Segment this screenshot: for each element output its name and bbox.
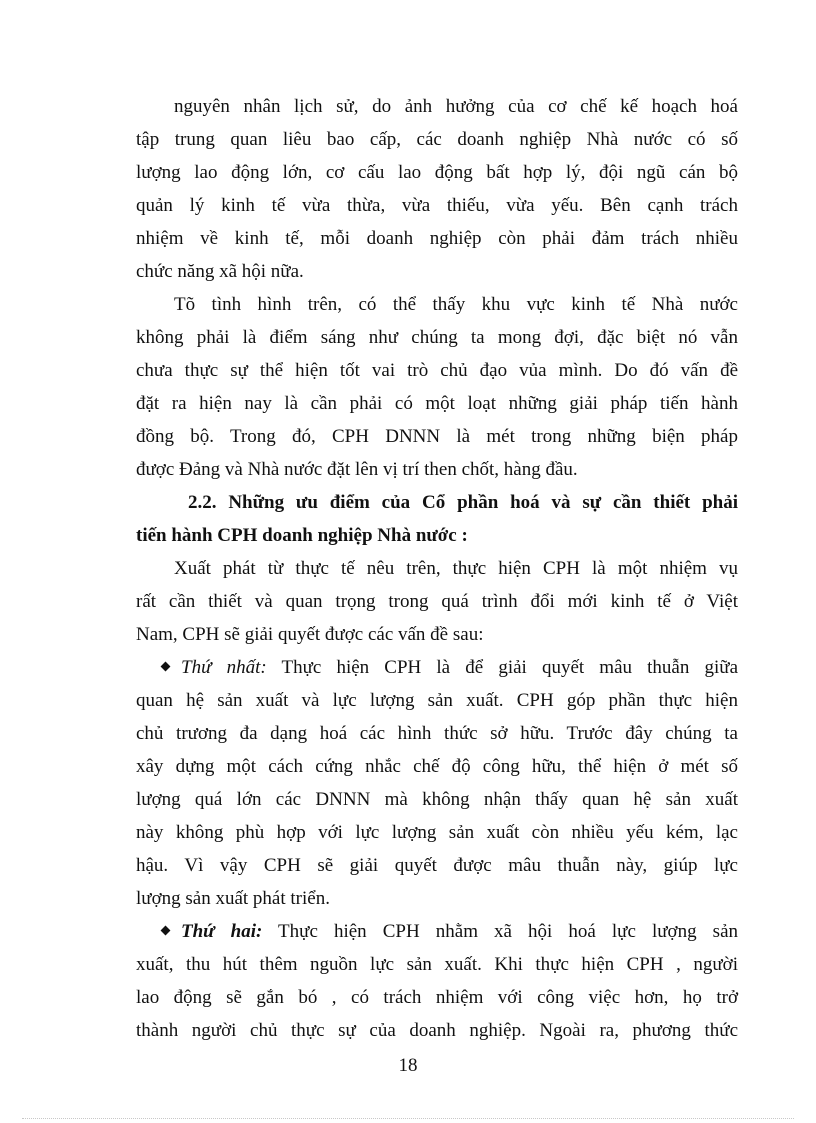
- text-line: này không phù hợp với lực lượng sản xuất còn nhiều yếu kém, lạc: [136, 822, 738, 843]
- text-line: nhiệm về kinh tế, mỗi doanh nghiệp còn phải đảm trách nhiều: [136, 228, 738, 249]
- text-line: đặt ra hiện nay là cần phải có một loạt những giải pháp tiến hành: [136, 393, 738, 414]
- text-line: xuất, thu hút thêm nguồn lực sản xuất. Khi thực hiện CPH , người: [136, 954, 738, 975]
- bullet-item-2: [136, 915, 738, 1047]
- text-line: lượng quá lớn các DNNN mà không nhận thấy quan hệ sản xuất: [136, 789, 738, 810]
- section-heading: [136, 486, 738, 552]
- diamond-bullet-icon: [161, 926, 171, 936]
- text-line: được Đảng và Nhà nước đặt lên vị trí then chốt, hàng đầu.: [136, 459, 578, 480]
- text-line: chủ trương đa dạng hoá các hình thức sở hữu. Trước đây chúng ta: [136, 723, 738, 744]
- text-line: lượng lao động lớn, cơ cấu lao động bất hợp lý, đội ngũ cán bộ: [136, 162, 738, 183]
- bullet-text: Thực hiện CPH nhằm xã hội hoá lực lượng sản: [262, 921, 739, 942]
- paragraph-1: [136, 90, 738, 288]
- text-line: lao động sẽ gắn bó , có trách nhiệm với công việc hơn, họ trở: [136, 987, 738, 1008]
- text-line: không phải là điểm sáng như chúng ta mong đợi, đặc biệt nó vẫn: [136, 327, 738, 348]
- bullet-first-line: [136, 651, 738, 684]
- text-line: xây dựng một cách cứng nhắc chế độ công hữu, thể hiện ở mét số: [136, 756, 738, 777]
- text-line: đồng bộ. Trong đó, CPH DNNN là mét trong những biện pháp: [136, 426, 738, 447]
- text-line: chưa thực sự thể hiện tốt vai trò chủ đạo vủa mình. Do đó vấn đề: [136, 360, 738, 381]
- text-line: chức năng xã hội nữa.: [136, 261, 304, 282]
- paragraph-3: [136, 552, 738, 651]
- text-line: hậu. Vì vậy CPH sẽ giải quyết được mâu thuẫn này, giúp lực: [136, 855, 738, 876]
- paragraph-2: [136, 288, 738, 486]
- text-line: Xuất phát từ thực tế nêu trên, thực hiện CPH là một nhiệm vụ: [174, 558, 738, 579]
- text-line: thành người chủ thực sự của doanh nghiệp. Ngoài ra, phương thức: [136, 1020, 738, 1041]
- text-line: lượng sản xuất phát triển.: [136, 888, 330, 909]
- text-line: rất cần thiết và quan trọng trong quá trình đổi mới kinh tế ở Việt: [136, 591, 738, 612]
- text-line: nguyên nhân lịch sử, do ảnh hưởng của cơ chế kế hoạch hoá: [174, 96, 738, 117]
- page-number: 18: [398, 1055, 418, 1076]
- heading-line: 2.2. Những ưu điểm của Cổ phần hoá và sự cần thiết phải: [188, 492, 738, 513]
- text-line: quan hệ sản xuất và lực lượng sản xuất. CPH góp phần thực hiện: [136, 690, 738, 711]
- diamond-bullet-icon: [161, 662, 171, 672]
- bullet-text: Thực hiện CPH là để giải quyết mâu thuẫn giữa: [266, 657, 738, 678]
- bullet-first-line: [136, 915, 738, 948]
- text-line: Tõ tình hình trên, có thể thấy khu vực kinh tế Nhà nước: [174, 294, 738, 315]
- heading-line: tiến hành CPH doanh nghiệp Nhà nước :: [136, 525, 468, 546]
- bullet-item-1: [136, 651, 738, 915]
- text-line: Nam, CPH sẽ giải quyết được các vấn đề sau:: [136, 624, 484, 645]
- bullet-lead: Thứ hai:: [181, 921, 263, 942]
- text-line: quản lý kinh tế vừa thừa, vừa thiếu, vừa yếu. Bên cạnh trách: [136, 195, 738, 216]
- text-line: tập trung quan liêu bao cấp, các doanh nghiệp Nhà nước có số: [136, 129, 738, 150]
- bullet-lead: Thứ nhất:: [181, 657, 267, 678]
- footer-divider: [22, 1118, 794, 1119]
- document-page: [136, 90, 738, 1047]
